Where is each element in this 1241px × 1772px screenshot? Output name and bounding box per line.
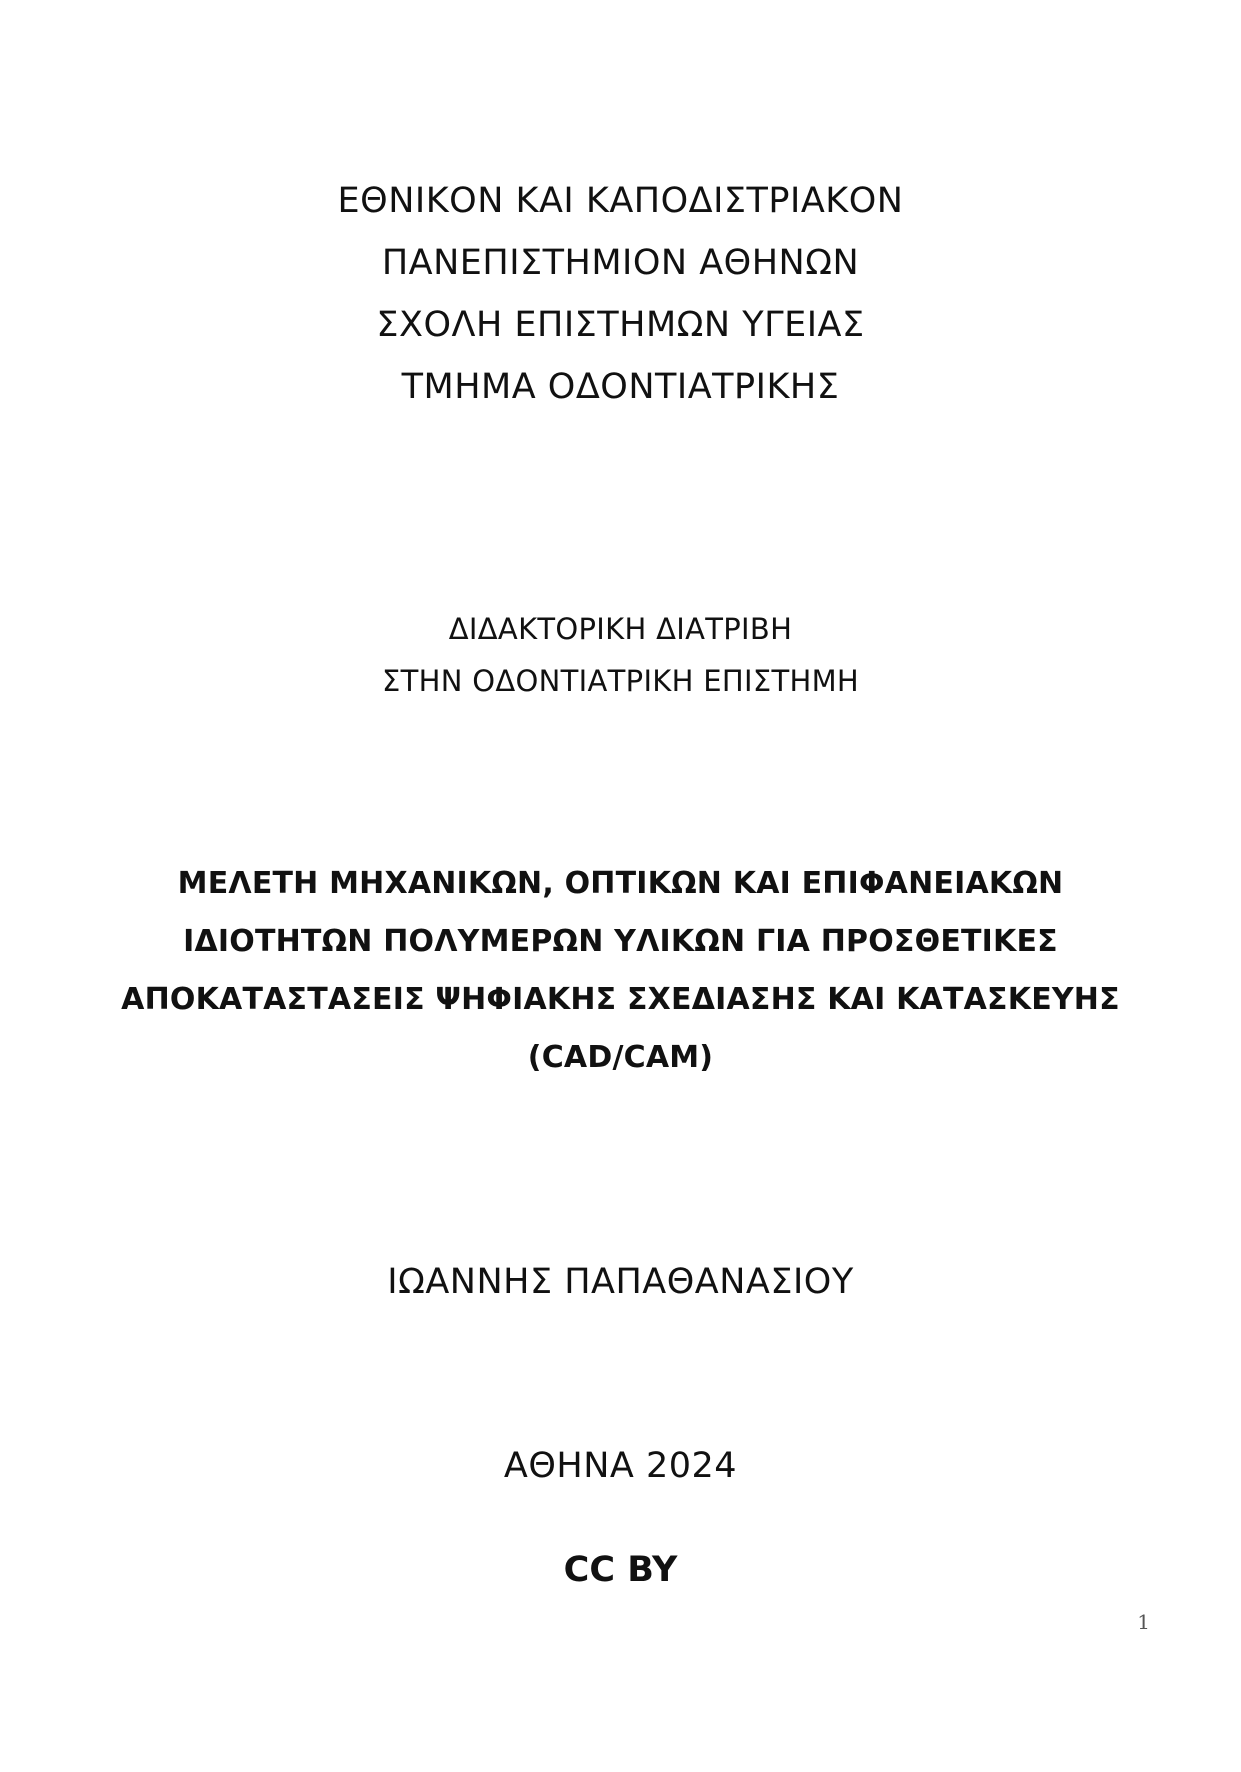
university-name-line-2: ΠΑΝΕΠΙΣΤΗΜΙΟΝ ΑΘΗΝΩΝ xyxy=(381,243,860,283)
university-name-line-1: ΕΘΝΙΚΟΝ ΚΑΙ ΚΑΠΟΔΙΣΤΡΙΑΚΟΝ xyxy=(337,181,904,221)
author-name: ΙΩΑΝΝΗΣ ΠΑΠΑΘΑΝΑΣΙΟΥ xyxy=(387,1262,854,1302)
page-number: 1 xyxy=(1137,1610,1150,1634)
school-name: ΣΧΟΛΗ ΕΠΙΣΤΗΜΩΝ ΥΓΕΙΑΣ xyxy=(376,305,865,345)
license-label: CC BY xyxy=(563,1550,678,1590)
thesis-title-line-2: ΙΔΙΟΤΗΤΩΝ ΠΟΛΥΜΕΡΩΝ ΥΛΙΚΩΝ ΓΙΑ ΠΡΟΣΘΕΤΙΚΕΣ xyxy=(183,924,1058,959)
place-and-year: ΑΘΗΝΑ 2024 xyxy=(503,1446,738,1486)
thesis-title-line-3: ΑΠΟΚΑΤΑΣΤΑΣΕΙΣ ΨΗΦΙΑΚΗΣ ΣΧΕΔΙΑΣΗΣ ΚΑΙ ΚΑΤΑΣΚΕΥΗΣ xyxy=(121,982,1120,1017)
institution-heading xyxy=(0,170,1241,418)
thesis-type-line-1: ΔΙΔΑΚΤΟΡΙΚΗ ΔΙΑΤΡΙΒΗ xyxy=(448,612,793,646)
thesis-title xyxy=(0,855,1241,1087)
department-name: ΤΜΗΜΑ ΟΔΟΝΤΙΑΤΡΙΚΗΣ xyxy=(401,367,840,407)
thesis-type-line-2: ΣΤΗΝ ΟΔΟΝΤΙΑΤΡΙΚΗ ΕΠΙΣΤΗΜΗ xyxy=(382,664,859,698)
thesis-type xyxy=(0,603,1241,707)
thesis-title-line-1: ΜΕΛΕΤΗ ΜΗΧΑΝΙΚΩΝ, ΟΠΤΙΚΩΝ ΚΑΙ ΕΠΙΦΑΝΕΙΑΚΩΝ xyxy=(177,866,1064,901)
thesis-title-line-4: (CAD/CAM) xyxy=(527,1040,714,1075)
